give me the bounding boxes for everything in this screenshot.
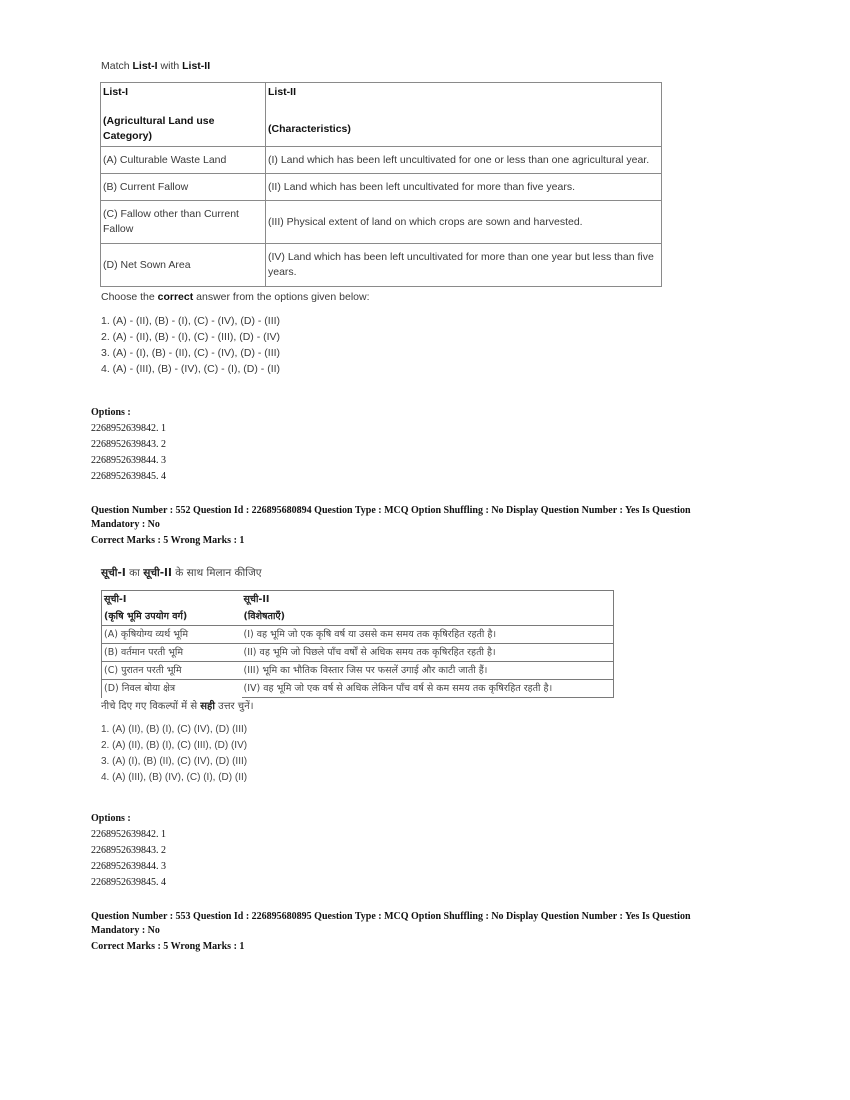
title-list1: सूची-I [101, 567, 126, 579]
meta-line: Correct Marks : 5 Wrong Marks : 1 [91, 535, 245, 546]
question-meta [91, 504, 751, 548]
row-right: (II) Land which has been left uncultivated for more than five years. [266, 174, 662, 201]
row-right: (I) वह भूमि जो एक कृषि वर्ष या उससे कम समय तक कृषिरहित रहती है। [242, 626, 614, 644]
question-meta [91, 910, 751, 954]
table-header-sub-row [102, 608, 614, 626]
question-english [101, 60, 671, 377]
choose-text: answer from the options given below: [193, 291, 370, 303]
row-left: (A) कृषियोग्य व्यर्थ भूमि [102, 626, 242, 644]
header-sub-cell [102, 608, 242, 626]
answer-choice: 3. (A) (I), (B) (II), (C) (IV), (D) (III) [101, 756, 248, 767]
row-right: (II) वह भूमि जो पिछले पाँच वर्षों से अधिक समय तक कृषिरहित रहती है। [242, 644, 614, 662]
title-list2: सूची-II [143, 567, 172, 579]
header-cell-list2 [266, 83, 662, 147]
header-cell-list1 [101, 83, 266, 147]
table-row [102, 680, 614, 698]
choose-instruction [101, 291, 671, 303]
answer-choice: 1. (A) - (II), (B) - (I), (C) - (IV), (D) - (III) [101, 315, 281, 327]
option-id: 2268952639842. 1 [91, 829, 166, 840]
question-hindi [101, 566, 621, 786]
answer-choices [101, 313, 671, 377]
choose-bold: correct [157, 291, 194, 303]
choose-text: उत्तर चुनें। [214, 701, 254, 712]
row-left: (C) Fallow other than Current Fallow [101, 201, 266, 244]
choose-text: नीचे दिए गए विकल्पों में से [101, 701, 201, 712]
answer-choice: 1. (A) (II), (B) (I), (C) (IV), (D) (III) [101, 724, 248, 735]
match-table [100, 82, 662, 287]
answer-choice: 4. (A) (III), (B) (IV), (C) (I), (D) (II) [101, 772, 248, 783]
header-name: सूची-II [243, 594, 270, 605]
table-row [101, 201, 662, 244]
row-left: (A) Culturable Waste Land [101, 147, 266, 174]
options-block [91, 405, 751, 485]
answer-choice: 2. (A) - (II), (B) - (I), (C) - (III), (D) - (IV) [101, 331, 281, 343]
title-text: के साथ मिलान कीजिए [171, 567, 262, 579]
title-text: का [125, 567, 144, 579]
meta-line: Mandatory : No [91, 925, 160, 936]
title-text: Match [101, 60, 133, 72]
row-right: (IV) Land which has been left uncultivated for more than one year but less than five years. [266, 244, 662, 287]
row-left: (C) पुरातन परती भूमि [102, 662, 242, 680]
option-id: 2268952639844. 3 [91, 455, 166, 466]
table-row [102, 644, 614, 662]
options-block [91, 811, 751, 891]
meta-line: Mandatory : No [91, 519, 160, 530]
table-row [102, 626, 614, 644]
title-list1: List-I [132, 60, 158, 72]
table-header-row [101, 83, 662, 147]
row-right: (I) Land which has been left uncultivated for one or less than one agricultural year. [266, 147, 662, 174]
answer-choice: 4. (A) - (III), (B) - (IV), (C) - (I), (D) - (II) [101, 363, 281, 375]
header-sub: (कृषि भूमि उपयोग वर्ग) [104, 611, 188, 622]
header-sub: (विशेषताएँ) [243, 611, 286, 622]
options-label: Options : [91, 813, 131, 824]
header-name: सूची-I [104, 594, 127, 605]
header-name: List-II [268, 86, 296, 98]
header-sub-cell [242, 608, 614, 626]
row-right: (IV) वह भूमि जो एक वर्ष से अधिक लेकिन पाँच वर्ष से कम समय तक कृषिरहित रहती है। [242, 680, 614, 698]
header-sub: (Agricultural Land use Category) [103, 115, 215, 142]
options-label: Options : [91, 407, 131, 418]
row-right: (III) भूमि का भौतिक विस्तार जिस पर फसलें उगाई और काटी जाती हैं। [242, 662, 614, 680]
answer-choice: 2. (A) (II), (B) (I), (C) (III), (D) (IV) [101, 740, 248, 751]
option-id: 2268952639842. 1 [91, 423, 166, 434]
title-text: with [157, 60, 183, 72]
header-cell-list1 [102, 591, 242, 609]
row-right: (III) Physical extent of land on which crops are sown and harvested. [266, 201, 662, 244]
choose-bold: सही [200, 701, 215, 712]
header-sub: (Characteristics) [268, 123, 351, 135]
table-header-row [102, 591, 614, 609]
choose-text: Choose the [101, 291, 158, 303]
header-name: List-I [103, 86, 129, 98]
option-id: 2268952639845. 4 [91, 877, 166, 888]
table-row [101, 174, 662, 201]
table-row [102, 662, 614, 680]
answer-choices [101, 722, 621, 786]
row-left: (D) निवल बोया क्षेत्र [102, 680, 242, 698]
meta-line: Question Number : 553 Question Id : 226895680895 Question Type : MCQ Option Shuffling : No Display Question Number : Yes Is Question [91, 911, 691, 922]
option-id: 2268952639845. 4 [91, 471, 166, 482]
row-left: (B) Current Fallow [101, 174, 266, 201]
question-title [101, 566, 621, 580]
meta-line: Question Number : 552 Question Id : 226895680894 Question Type : MCQ Option Shuffling : No Display Question Number : Yes Is Question [91, 505, 691, 516]
option-id: 2268952639844. 3 [91, 861, 166, 872]
option-id: 2268952639843. 2 [91, 845, 166, 856]
option-id: 2268952639843. 2 [91, 439, 166, 450]
row-left: (D) Net Sown Area [101, 244, 266, 287]
header-cell-list2 [242, 591, 614, 609]
meta-line: Correct Marks : 5 Wrong Marks : 1 [91, 941, 245, 952]
question-title [101, 60, 671, 72]
table-row [101, 147, 662, 174]
row-left: (B) वर्तमान परती भूमि [102, 644, 242, 662]
match-table [101, 590, 614, 698]
table-row [101, 244, 662, 287]
answer-choice: 3. (A) - (I), (B) - (II), (C) - (IV), (D) - (III) [101, 347, 281, 359]
title-list2: List-II [182, 60, 211, 72]
choose-instruction [101, 698, 621, 712]
